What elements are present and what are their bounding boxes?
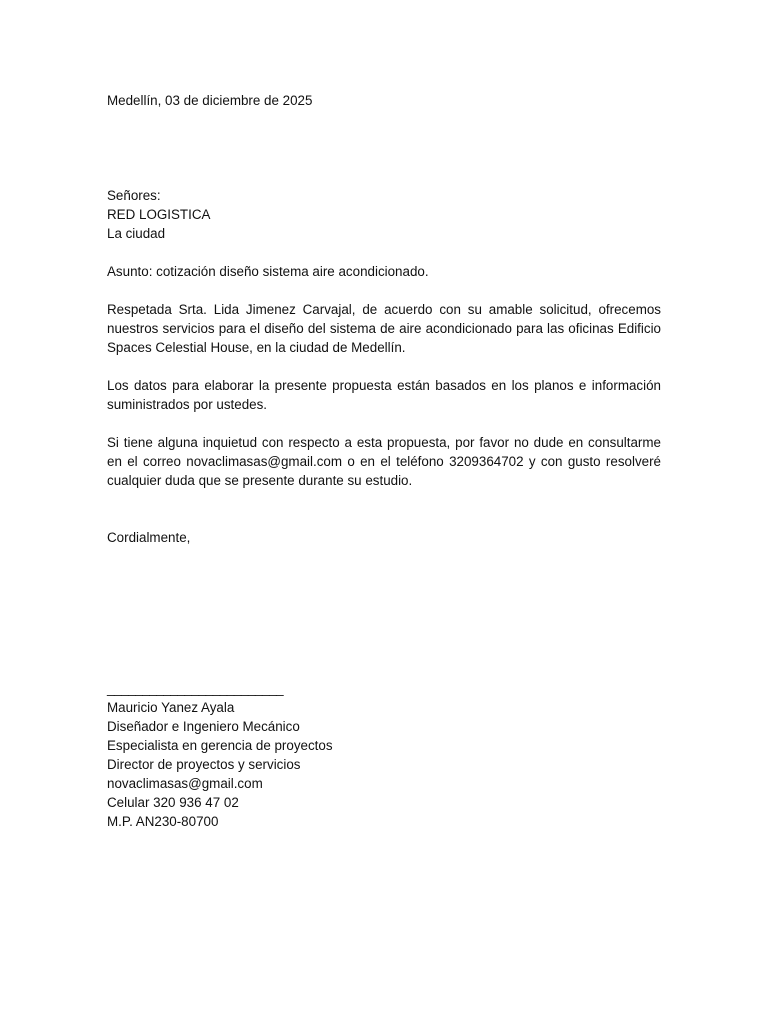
recipient-city: La ciudad [107, 226, 166, 241]
signer-title-2: Especialista en gerencia de proyectos [107, 738, 333, 753]
letter-subject [107, 262, 661, 281]
signature-block [107, 679, 661, 831]
signer-phone: Celular 320 936 47 02 [107, 795, 239, 810]
body-paragraph-1: Respetada Srta. Lida Jimenez Carvajal, de acuerdo con su amable solicitud, ofrecemos nuestros servicios para el diseño del sistema de aire acondicionado para las oficinas Edificio Spaces Celestial House, en la ciudad de Medellín. [107, 302, 661, 355]
subject-text: Asunto: cotización diseño sistema aire acondicionado. [107, 264, 429, 279]
recipient-company: RED LOGISTICA [107, 207, 211, 222]
body-paragraph-2: Los datos para elaborar la presente propuesta están basados en los planos e información suministrados por ustedes. [107, 378, 661, 412]
signer-email: novaclimasas@gmail.com [107, 776, 263, 791]
closing-text: Cordialmente, [107, 530, 191, 545]
signature-line: _________________________ [107, 681, 284, 696]
letter-closing [107, 528, 661, 547]
signer-title-1: Diseñador e Ingeniero Mecánico [107, 719, 300, 734]
letter-date [107, 91, 661, 110]
signer-license: M.P. AN230-80700 [107, 814, 219, 829]
date-text: Medellín, 03 de diciembre de 2025 [107, 93, 313, 108]
body-paragraph-3: Si tiene alguna inquietud con respecto a esta propuesta, por favor no dude en consultarme en el correo novaclimasas@gmail.com o en el teléfono 3209364702 y con gusto resolveré cualquier duda que se presente durante su estudio. [107, 435, 661, 488]
signer-name: Mauricio Yanez Ayala [107, 700, 235, 715]
signer-title-3: Director de proyectos y servicios [107, 757, 301, 772]
recipient-block [107, 186, 661, 243]
recipient-salutation: Señores: [107, 188, 161, 203]
